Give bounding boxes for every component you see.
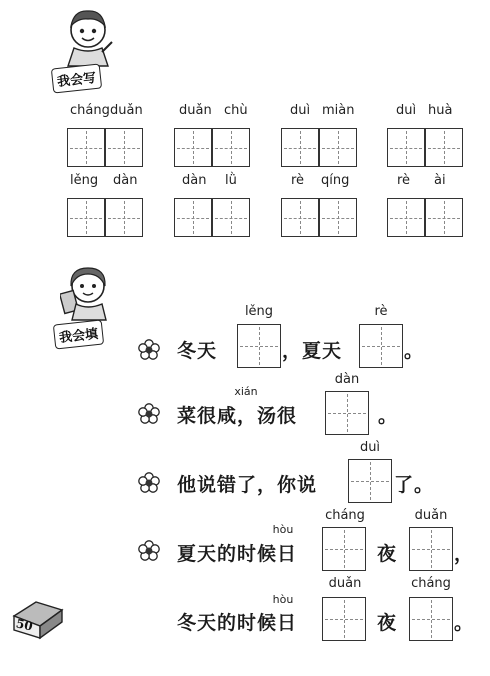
section-title-write: 我会写 (51, 64, 102, 94)
pinyin: dàn (113, 173, 138, 188)
writing-box[interactable] (425, 128, 463, 167)
pinyin: duì (396, 103, 417, 118)
flower-bullet-icon (138, 540, 160, 566)
pinyin: cháng (70, 103, 110, 118)
writing-box[interactable] (67, 128, 105, 167)
pinyin: ài (434, 173, 446, 188)
sentence-text: 。 (378, 405, 399, 427)
pinyin: qíng (321, 173, 350, 188)
pinyin: dàn (182, 173, 207, 188)
pinyin: duǎn (414, 508, 448, 523)
pinyin: hòu (272, 593, 294, 606)
sentence-text: 他说错了，你说 (177, 474, 318, 496)
answer-box[interactable] (237, 324, 281, 368)
sentence-text: 。 (454, 612, 475, 634)
pinyin: lěng (244, 304, 274, 319)
boy-mascot-icon (62, 6, 114, 68)
sentence-text: 。 (404, 340, 425, 362)
answer-box[interactable] (409, 597, 453, 641)
pinyin: chù (224, 103, 248, 118)
writing-box[interactable] (212, 128, 250, 167)
flower-bullet-icon (138, 403, 160, 429)
sentence-text: 夏天的时候日 (177, 543, 298, 565)
pinyin: lěng (70, 173, 99, 188)
section-title-fill: 我会填 (53, 320, 104, 350)
pinyin: miàn (322, 103, 355, 118)
writing-box[interactable] (174, 128, 212, 167)
pinyin: duì (359, 440, 381, 455)
sentence-text: 夜 (377, 612, 398, 634)
pinyin: lǜ (225, 173, 237, 188)
page-number: 50 (14, 616, 34, 634)
girl-mascot-icon (60, 262, 114, 322)
writing-box[interactable] (281, 198, 319, 237)
writing-box[interactable] (387, 198, 425, 237)
pinyin: xián (234, 385, 258, 398)
answer-box[interactable] (348, 459, 392, 503)
writing-box[interactable] (319, 128, 357, 167)
answer-box[interactable] (325, 391, 369, 435)
answer-box[interactable] (322, 597, 366, 641)
writing-box[interactable] (319, 198, 357, 237)
pinyin: duǎn (110, 103, 143, 118)
answer-box[interactable] (409, 527, 453, 571)
flower-bullet-icon (138, 339, 160, 365)
answer-box[interactable] (359, 324, 403, 368)
writing-box[interactable] (212, 198, 250, 237)
writing-box[interactable] (281, 128, 319, 167)
sentence-text: 冬天 (177, 340, 218, 362)
pinyin: duǎn (328, 576, 362, 591)
answer-box[interactable] (322, 527, 366, 571)
pinyin: cháng (411, 576, 451, 591)
pinyin: cháng (325, 508, 365, 523)
sentence-text: ， (454, 543, 475, 565)
pinyin: rè (397, 173, 411, 188)
pinyin: hòu (272, 523, 294, 536)
pinyin: huà (428, 103, 453, 118)
pinyin: rè (291, 173, 305, 188)
writing-box[interactable] (105, 198, 143, 237)
writing-box[interactable] (425, 198, 463, 237)
sentence-text: ，夏天 (282, 340, 343, 362)
writing-box[interactable] (174, 198, 212, 237)
pinyin: duì (290, 103, 311, 118)
writing-box[interactable] (67, 198, 105, 237)
writing-box[interactable] (105, 128, 143, 167)
sentence-text: 菜很咸，汤很 (177, 405, 298, 427)
pinyin: duǎn (179, 103, 212, 118)
pinyin: rè (374, 304, 388, 319)
sentence-text: 了。 (394, 474, 435, 496)
pinyin: dàn (334, 372, 360, 387)
writing-box[interactable] (387, 128, 425, 167)
flower-bullet-icon (138, 472, 160, 498)
sentence-text: 夜 (377, 543, 398, 565)
sentence-text: 冬天的时候日 (177, 612, 298, 634)
